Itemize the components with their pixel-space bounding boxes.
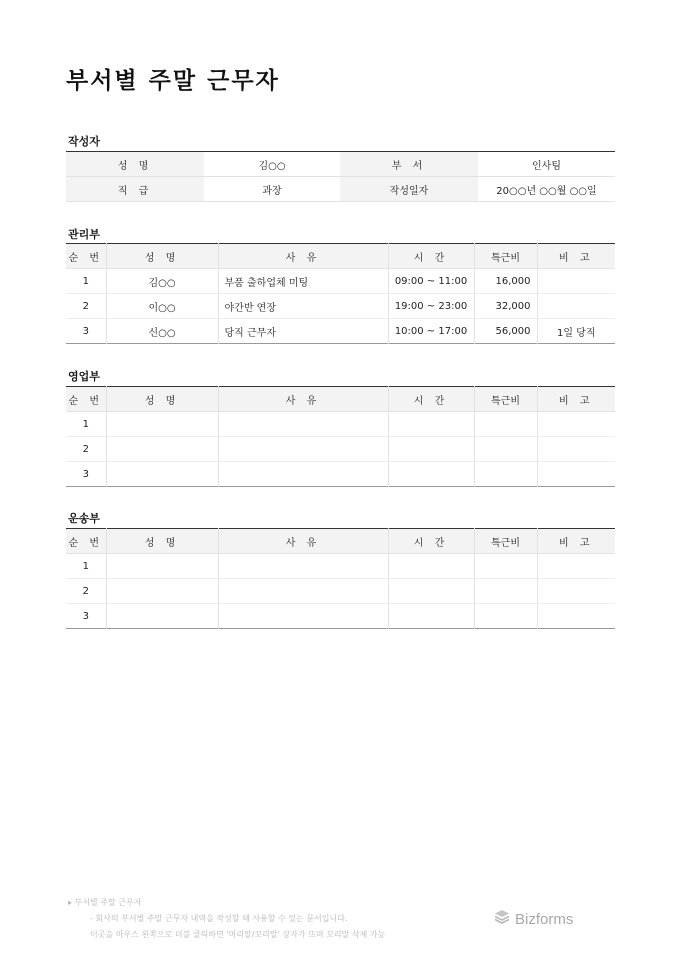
cell-no: 2 bbox=[66, 579, 106, 604]
cell-reason: 야간반 연장 bbox=[218, 294, 388, 319]
author-name-value: 김○○ bbox=[204, 152, 340, 177]
cell-time: 10:00 ~ 17:00 bbox=[388, 319, 474, 344]
header-time: 시 간 bbox=[388, 387, 474, 412]
cell-no: 2 bbox=[66, 294, 106, 319]
cell-name: 신○○ bbox=[106, 319, 218, 344]
bizforms-logo-icon bbox=[494, 909, 515, 929]
cell-time bbox=[388, 462, 474, 487]
cell-name bbox=[106, 412, 218, 437]
cell-no: 3 bbox=[82, 325, 89, 337]
cell-name bbox=[106, 462, 218, 487]
cell-time bbox=[388, 604, 474, 629]
cell-reason bbox=[218, 412, 388, 437]
cell-pay bbox=[474, 604, 537, 629]
page-title: 부서별 주말 근무자 bbox=[66, 68, 280, 94]
author-rank-value: 과장 bbox=[204, 177, 340, 202]
header-no: 순 번 bbox=[66, 529, 106, 554]
header-row bbox=[66, 529, 615, 554]
table-row bbox=[66, 269, 615, 294]
date-label: 작성일자 bbox=[340, 177, 478, 202]
cell-name bbox=[106, 604, 218, 629]
cell-pay bbox=[474, 462, 537, 487]
cell-reason: 부품 출하업체 미팅 bbox=[218, 269, 388, 294]
cell-pay: 56,000 bbox=[474, 319, 537, 344]
header-note: 비 고 bbox=[537, 244, 615, 269]
header-row bbox=[66, 387, 615, 412]
header-pay: 특근비 bbox=[474, 244, 537, 269]
header-time: 시 간 bbox=[388, 244, 474, 269]
cell-no: 2 bbox=[66, 437, 106, 462]
cell-no: 1 bbox=[66, 554, 106, 579]
author-table bbox=[66, 151, 615, 202]
department-label-1: 영업부 bbox=[68, 370, 100, 383]
department-table bbox=[66, 386, 615, 487]
bizforms-logo-text: Bizforms bbox=[515, 910, 574, 928]
header-note: 비 고 bbox=[537, 529, 615, 554]
bizforms-logo bbox=[494, 909, 573, 929]
department-table bbox=[66, 243, 615, 344]
footer-instruction: 이곳을 마우스 왼쪽으로 더블 클릭하면 '머리말/꼬리말' 상자가 뜨며 꼬리말 삭제 가능 bbox=[90, 930, 386, 939]
header-no: 순 번 bbox=[66, 387, 106, 412]
cell-reason bbox=[218, 579, 388, 604]
cell-time bbox=[388, 412, 474, 437]
table-row bbox=[66, 554, 615, 579]
header-name: 성 명 bbox=[106, 387, 218, 412]
header-reason: 사 유 bbox=[218, 387, 388, 412]
author-department-value: 인사팀 bbox=[478, 152, 615, 177]
cell-pay bbox=[474, 437, 537, 462]
cell-pay: 16,000 bbox=[474, 269, 537, 294]
cell-name bbox=[106, 554, 218, 579]
footer-description: - 회사의 부서별 주말 근무자 내역을 작성할 때 사용할 수 있는 문서입니다. bbox=[90, 914, 348, 923]
cell-no: 1 bbox=[66, 412, 106, 437]
cell-note bbox=[537, 604, 615, 629]
name-label: 성 명 bbox=[66, 152, 204, 177]
cell-time: 09:00 ~ 11:00 bbox=[388, 269, 474, 294]
cell-time bbox=[388, 437, 474, 462]
cell-name bbox=[106, 437, 218, 462]
department-label: 부 서 bbox=[340, 152, 478, 177]
cell-name: 이○○ bbox=[106, 294, 218, 319]
table-row bbox=[66, 294, 615, 319]
cell-note bbox=[537, 437, 615, 462]
table-row bbox=[66, 437, 615, 462]
table-row bbox=[66, 604, 615, 629]
rank-label: 직 급 bbox=[66, 177, 204, 202]
cell-reason bbox=[218, 462, 388, 487]
header-row bbox=[66, 244, 615, 269]
department-label-2: 운송부 bbox=[68, 512, 100, 525]
table-row bbox=[66, 579, 615, 604]
cell-note bbox=[537, 579, 615, 604]
header-note: 비 고 bbox=[537, 387, 615, 412]
cell-pay bbox=[474, 579, 537, 604]
cell-time bbox=[388, 579, 474, 604]
footer-title: ▸ 부서별 주말 근무자 bbox=[68, 898, 142, 907]
header-reason: 사 유 bbox=[218, 529, 388, 554]
header-time: 시 간 bbox=[388, 529, 474, 554]
footer-note bbox=[68, 895, 385, 943]
cell-note: 1일 당직 bbox=[537, 319, 615, 344]
header-pay: 특근비 bbox=[474, 387, 537, 412]
table-row bbox=[66, 412, 615, 437]
department-table bbox=[66, 528, 615, 629]
author-row bbox=[66, 152, 615, 177]
table-row bbox=[66, 319, 615, 344]
cell-reason bbox=[218, 604, 388, 629]
department-label-0: 관리부 bbox=[68, 228, 100, 241]
cell-reason: 당직 근무자 bbox=[218, 319, 388, 344]
cell-no: 3 bbox=[82, 610, 89, 622]
header-name: 성 명 bbox=[106, 529, 218, 554]
cell-reason bbox=[218, 437, 388, 462]
cell-reason bbox=[218, 554, 388, 579]
cell-time: 19:00 ~ 23:00 bbox=[388, 294, 474, 319]
cell-pay: 32,000 bbox=[474, 294, 537, 319]
cell-no: 1 bbox=[66, 269, 106, 294]
cell-note bbox=[537, 554, 615, 579]
cell-name bbox=[106, 579, 218, 604]
cell-time bbox=[388, 554, 474, 579]
author-date-value: 20○○년 ○○월 ○○일 bbox=[478, 177, 615, 202]
cell-note bbox=[537, 294, 615, 319]
header-pay: 특근비 bbox=[474, 529, 537, 554]
header-reason: 사 유 bbox=[218, 244, 388, 269]
cell-name: 김○○ bbox=[106, 269, 218, 294]
cell-note bbox=[537, 269, 615, 294]
cell-pay bbox=[474, 412, 537, 437]
cell-no: 3 bbox=[82, 468, 89, 480]
header-no: 순 번 bbox=[66, 244, 106, 269]
header-name: 성 명 bbox=[106, 244, 218, 269]
author-row bbox=[66, 177, 615, 202]
author-section-label: 작성자 bbox=[68, 135, 100, 148]
cell-pay bbox=[474, 554, 537, 579]
cell-note bbox=[537, 412, 615, 437]
cell-note bbox=[537, 462, 615, 487]
table-row bbox=[66, 462, 615, 487]
